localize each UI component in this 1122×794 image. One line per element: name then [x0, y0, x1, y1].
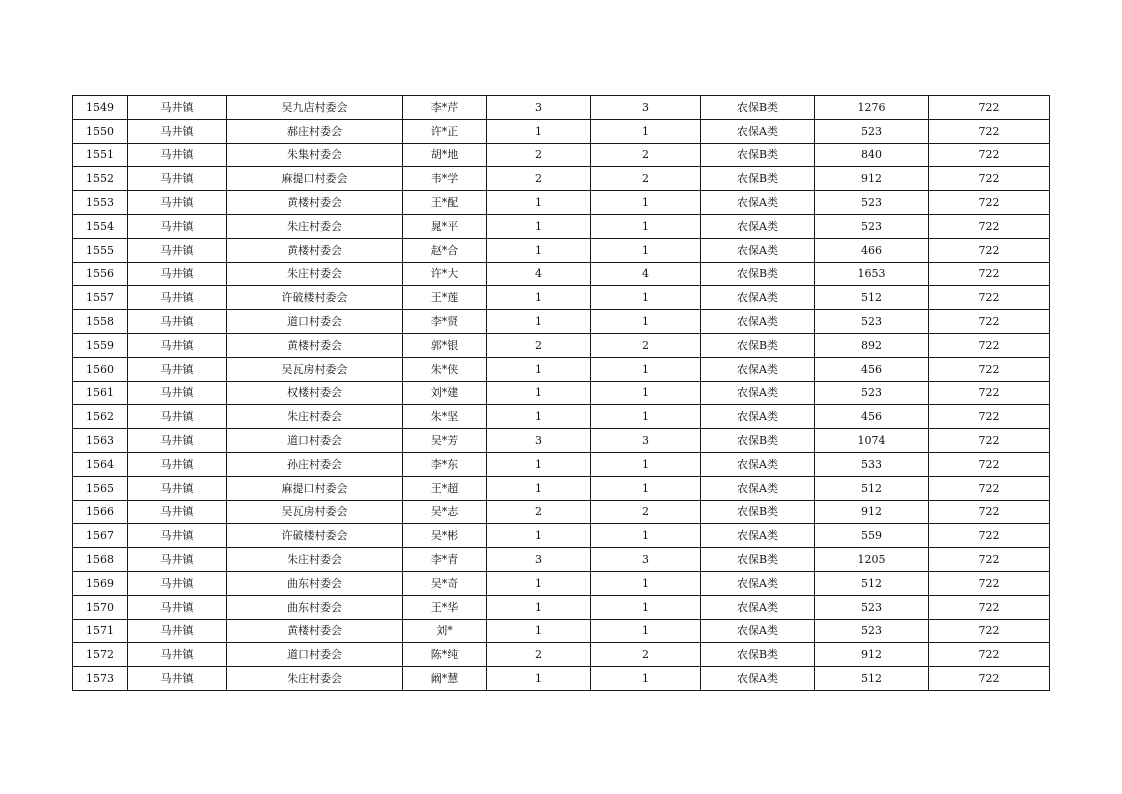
cell-person-count: 3 [591, 96, 701, 120]
cell-serial: 1566 [73, 500, 128, 524]
table-row [73, 333, 1050, 357]
cell-standard: 722 [929, 191, 1050, 215]
cell-standard: 722 [929, 571, 1050, 595]
cell-name: 李*芹 [403, 96, 487, 120]
cell-standard: 722 [929, 476, 1050, 500]
table-row [73, 238, 1050, 262]
cell-category: 农保A类 [701, 476, 815, 500]
table-row [73, 452, 1050, 476]
cell-standard: 722 [929, 524, 1050, 548]
cell-serial: 1550 [73, 119, 128, 143]
cell-category: 农保A类 [701, 381, 815, 405]
cell-household-count: 1 [487, 238, 591, 262]
cell-name: 王*超 [403, 476, 487, 500]
cell-household-count: 1 [487, 310, 591, 334]
cell-household-count: 2 [487, 333, 591, 357]
cell-person-count: 2 [591, 143, 701, 167]
cell-standard: 722 [929, 238, 1050, 262]
cell-person-count: 1 [591, 357, 701, 381]
cell-standard: 722 [929, 333, 1050, 357]
cell-village: 黄楼村委会 [227, 191, 403, 215]
cell-person-count: 1 [591, 595, 701, 619]
cell-person-count: 2 [591, 167, 701, 191]
cell-village: 朱集村委会 [227, 143, 403, 167]
table-row [73, 595, 1050, 619]
cell-household-count: 4 [487, 262, 591, 286]
cell-serial: 1568 [73, 548, 128, 572]
cell-name: 赵*合 [403, 238, 487, 262]
cell-person-count: 1 [591, 310, 701, 334]
cell-serial: 1564 [73, 452, 128, 476]
cell-town: 马井镇 [128, 286, 227, 310]
cell-person-count: 1 [591, 381, 701, 405]
cell-household-count: 1 [487, 619, 591, 643]
cell-village: 道口村委会 [227, 310, 403, 334]
cell-serial: 1551 [73, 143, 128, 167]
cell-serial: 1569 [73, 571, 128, 595]
cell-serial: 1563 [73, 429, 128, 453]
cell-category: 农保A类 [701, 119, 815, 143]
cell-category: 农保B类 [701, 429, 815, 453]
cell-village: 朱庄村委会 [227, 405, 403, 429]
cell-name: 朱*坚 [403, 405, 487, 429]
cell-standard: 722 [929, 619, 1050, 643]
cell-serial: 1552 [73, 167, 128, 191]
cell-person-count: 4 [591, 262, 701, 286]
cell-amount: 912 [815, 500, 929, 524]
cell-name: 李*贤 [403, 310, 487, 334]
cell-amount: 559 [815, 524, 929, 548]
cell-town: 马井镇 [128, 96, 227, 120]
cell-amount: 523 [815, 119, 929, 143]
cell-household-count: 1 [487, 452, 591, 476]
cell-town: 马井镇 [128, 548, 227, 572]
table-row [73, 524, 1050, 548]
cell-name: 郭*银 [403, 333, 487, 357]
table-row [73, 286, 1050, 310]
cell-village: 黄楼村委会 [227, 238, 403, 262]
cell-village: 曲东村委会 [227, 595, 403, 619]
cell-town: 马井镇 [128, 476, 227, 500]
cell-standard: 722 [929, 286, 1050, 310]
cell-amount: 456 [815, 405, 929, 429]
cell-amount: 912 [815, 643, 929, 667]
cell-category: 农保A类 [701, 310, 815, 334]
cell-person-count: 1 [591, 405, 701, 429]
cell-amount: 1653 [815, 262, 929, 286]
cell-name: 陈*纯 [403, 643, 487, 667]
cell-household-count: 2 [487, 643, 591, 667]
cell-village: 吴瓦房村委会 [227, 500, 403, 524]
cell-amount: 912 [815, 167, 929, 191]
cell-household-count: 1 [487, 524, 591, 548]
cell-serial: 1555 [73, 238, 128, 262]
cell-household-count: 2 [487, 500, 591, 524]
table-row [73, 643, 1050, 667]
cell-village: 许破楼村委会 [227, 524, 403, 548]
cell-serial: 1557 [73, 286, 128, 310]
cell-name: 胡*地 [403, 143, 487, 167]
cell-person-count: 1 [591, 238, 701, 262]
cell-category: 农保B类 [701, 262, 815, 286]
cell-category: 农保B类 [701, 96, 815, 120]
cell-household-count: 2 [487, 167, 591, 191]
cell-household-count: 1 [487, 667, 591, 691]
cell-category: 农保B类 [701, 548, 815, 572]
cell-town: 马井镇 [128, 619, 227, 643]
cell-category: 农保B类 [701, 167, 815, 191]
cell-household-count: 3 [487, 429, 591, 453]
cell-person-count: 1 [591, 452, 701, 476]
cell-town: 马井镇 [128, 429, 227, 453]
cell-town: 马井镇 [128, 667, 227, 691]
cell-household-count: 1 [487, 286, 591, 310]
cell-amount: 533 [815, 452, 929, 476]
cell-standard: 722 [929, 667, 1050, 691]
cell-town: 马井镇 [128, 262, 227, 286]
cell-serial: 1571 [73, 619, 128, 643]
cell-household-count: 1 [487, 119, 591, 143]
cell-village: 权楼村委会 [227, 381, 403, 405]
cell-person-count: 1 [591, 119, 701, 143]
cell-village: 吴九店村委会 [227, 96, 403, 120]
cell-serial: 1572 [73, 643, 128, 667]
cell-household-count: 1 [487, 214, 591, 238]
cell-category: 农保A类 [701, 238, 815, 262]
cell-category: 农保A类 [701, 286, 815, 310]
cell-town: 马井镇 [128, 452, 227, 476]
cell-name: 王*配 [403, 191, 487, 215]
cell-serial: 1573 [73, 667, 128, 691]
cell-category: 农保A类 [701, 619, 815, 643]
cell-standard: 722 [929, 96, 1050, 120]
cell-amount: 1074 [815, 429, 929, 453]
cell-town: 马井镇 [128, 214, 227, 238]
cell-town: 马井镇 [128, 643, 227, 667]
cell-amount: 1276 [815, 96, 929, 120]
cell-serial: 1560 [73, 357, 128, 381]
table-row [73, 619, 1050, 643]
cell-person-count: 2 [591, 333, 701, 357]
cell-town: 马井镇 [128, 143, 227, 167]
cell-amount: 523 [815, 214, 929, 238]
cell-standard: 722 [929, 500, 1050, 524]
cell-village: 麻提口村委会 [227, 476, 403, 500]
cell-amount: 512 [815, 286, 929, 310]
cell-category: 农保B类 [701, 333, 815, 357]
cell-person-count: 1 [591, 619, 701, 643]
cell-person-count: 1 [591, 214, 701, 238]
cell-person-count: 1 [591, 191, 701, 215]
cell-name: 王*莲 [403, 286, 487, 310]
cell-town: 马井镇 [128, 310, 227, 334]
table-row [73, 262, 1050, 286]
cell-serial: 1559 [73, 333, 128, 357]
cell-serial: 1554 [73, 214, 128, 238]
cell-person-count: 1 [591, 571, 701, 595]
cell-town: 马井镇 [128, 333, 227, 357]
cell-town: 马井镇 [128, 405, 227, 429]
cell-town: 马井镇 [128, 357, 227, 381]
table-row [73, 191, 1050, 215]
cell-village: 朱庄村委会 [227, 667, 403, 691]
cell-person-count: 1 [591, 286, 701, 310]
cell-category: 农保A类 [701, 595, 815, 619]
table-row [73, 310, 1050, 334]
cell-household-count: 1 [487, 381, 591, 405]
cell-name: 刘* [403, 619, 487, 643]
cell-amount: 512 [815, 667, 929, 691]
cell-town: 马井镇 [128, 191, 227, 215]
cell-standard: 722 [929, 357, 1050, 381]
cell-amount: 466 [815, 238, 929, 262]
table-row [73, 119, 1050, 143]
cell-village: 朱庄村委会 [227, 214, 403, 238]
cell-standard: 722 [929, 214, 1050, 238]
cell-name: 刘*建 [403, 381, 487, 405]
cell-village: 道口村委会 [227, 643, 403, 667]
cell-standard: 722 [929, 595, 1050, 619]
cell-person-count: 3 [591, 429, 701, 453]
cell-town: 马井镇 [128, 571, 227, 595]
cell-standard: 722 [929, 262, 1050, 286]
cell-village: 道口村委会 [227, 429, 403, 453]
cell-name: 李*青 [403, 548, 487, 572]
cell-category: 农保A类 [701, 571, 815, 595]
cell-village: 吴瓦房村委会 [227, 357, 403, 381]
cell-name: 吴*志 [403, 500, 487, 524]
cell-town: 马井镇 [128, 524, 227, 548]
cell-household-count: 1 [487, 571, 591, 595]
cell-town: 马井镇 [128, 595, 227, 619]
cell-standard: 722 [929, 119, 1050, 143]
cell-village: 朱庄村委会 [227, 548, 403, 572]
cell-category: 农保A类 [701, 214, 815, 238]
cell-household-count: 1 [487, 476, 591, 500]
cell-village: 郝庄村委会 [227, 119, 403, 143]
cell-amount: 892 [815, 333, 929, 357]
cell-person-count: 2 [591, 643, 701, 667]
cell-category: 农保A类 [701, 667, 815, 691]
cell-standard: 722 [929, 167, 1050, 191]
cell-household-count: 3 [487, 548, 591, 572]
table-row [73, 548, 1050, 572]
cell-serial: 1561 [73, 381, 128, 405]
table-row [73, 357, 1050, 381]
cell-name: 李*东 [403, 452, 487, 476]
cell-category: 农保B类 [701, 143, 815, 167]
table-row [73, 405, 1050, 429]
table-row [73, 500, 1050, 524]
cell-household-count: 1 [487, 595, 591, 619]
cell-name: 晁*平 [403, 214, 487, 238]
cell-town: 马井镇 [128, 381, 227, 405]
cell-village: 黄楼村委会 [227, 619, 403, 643]
cell-amount: 456 [815, 357, 929, 381]
cell-category: 农保A类 [701, 191, 815, 215]
cell-amount: 523 [815, 381, 929, 405]
cell-person-count: 2 [591, 500, 701, 524]
table-row [73, 667, 1050, 691]
cell-name: 吴*奇 [403, 571, 487, 595]
table-row [73, 381, 1050, 405]
table-row [73, 476, 1050, 500]
cell-amount: 1205 [815, 548, 929, 572]
cell-standard: 722 [929, 310, 1050, 334]
cell-town: 马井镇 [128, 167, 227, 191]
cell-category: 农保B类 [701, 643, 815, 667]
cell-standard: 722 [929, 143, 1050, 167]
cell-serial: 1553 [73, 191, 128, 215]
cell-category: 农保A类 [701, 405, 815, 429]
cell-serial: 1558 [73, 310, 128, 334]
cell-household-count: 1 [487, 357, 591, 381]
table-row [73, 429, 1050, 453]
cell-name: 许*大 [403, 262, 487, 286]
cell-household-count: 3 [487, 96, 591, 120]
table-row [73, 96, 1050, 120]
cell-serial: 1567 [73, 524, 128, 548]
cell-village: 朱庄村委会 [227, 262, 403, 286]
cell-town: 马井镇 [128, 238, 227, 262]
table-row [73, 571, 1050, 595]
cell-person-count: 1 [591, 476, 701, 500]
cell-amount: 512 [815, 571, 929, 595]
cell-town: 马井镇 [128, 500, 227, 524]
cell-name: 许*正 [403, 119, 487, 143]
table-row [73, 167, 1050, 191]
cell-name: 朱*侠 [403, 357, 487, 381]
cell-town: 马井镇 [128, 119, 227, 143]
cell-category: 农保A类 [701, 357, 815, 381]
cell-name: 阚*慧 [403, 667, 487, 691]
cell-serial: 1570 [73, 595, 128, 619]
cell-village: 麻提口村委会 [227, 167, 403, 191]
table-body [73, 96, 1050, 691]
cell-household-count: 1 [487, 191, 591, 215]
cell-category: 农保A类 [701, 452, 815, 476]
cell-amount: 523 [815, 310, 929, 334]
records-table [72, 95, 1050, 691]
cell-category: 农保B类 [701, 500, 815, 524]
cell-village: 黄楼村委会 [227, 333, 403, 357]
cell-standard: 722 [929, 452, 1050, 476]
cell-standard: 722 [929, 381, 1050, 405]
cell-person-count: 1 [591, 667, 701, 691]
cell-standard: 722 [929, 429, 1050, 453]
cell-household-count: 2 [487, 143, 591, 167]
cell-name: 吴*彬 [403, 524, 487, 548]
cell-category: 农保A类 [701, 524, 815, 548]
cell-household-count: 1 [487, 405, 591, 429]
table-row [73, 143, 1050, 167]
cell-name: 韦*学 [403, 167, 487, 191]
cell-amount: 523 [815, 619, 929, 643]
cell-name: 吴*芳 [403, 429, 487, 453]
cell-serial: 1549 [73, 96, 128, 120]
cell-standard: 722 [929, 643, 1050, 667]
cell-amount: 523 [815, 191, 929, 215]
cell-village: 孙庄村委会 [227, 452, 403, 476]
cell-person-count: 3 [591, 548, 701, 572]
cell-name: 王*华 [403, 595, 487, 619]
cell-village: 曲东村委会 [227, 571, 403, 595]
table-row [73, 214, 1050, 238]
cell-serial: 1565 [73, 476, 128, 500]
cell-amount: 840 [815, 143, 929, 167]
cell-person-count: 1 [591, 524, 701, 548]
cell-amount: 512 [815, 476, 929, 500]
cell-amount: 523 [815, 595, 929, 619]
cell-standard: 722 [929, 405, 1050, 429]
cell-standard: 722 [929, 548, 1050, 572]
cell-serial: 1562 [73, 405, 128, 429]
cell-village: 许破楼村委会 [227, 286, 403, 310]
cell-serial: 1556 [73, 262, 128, 286]
